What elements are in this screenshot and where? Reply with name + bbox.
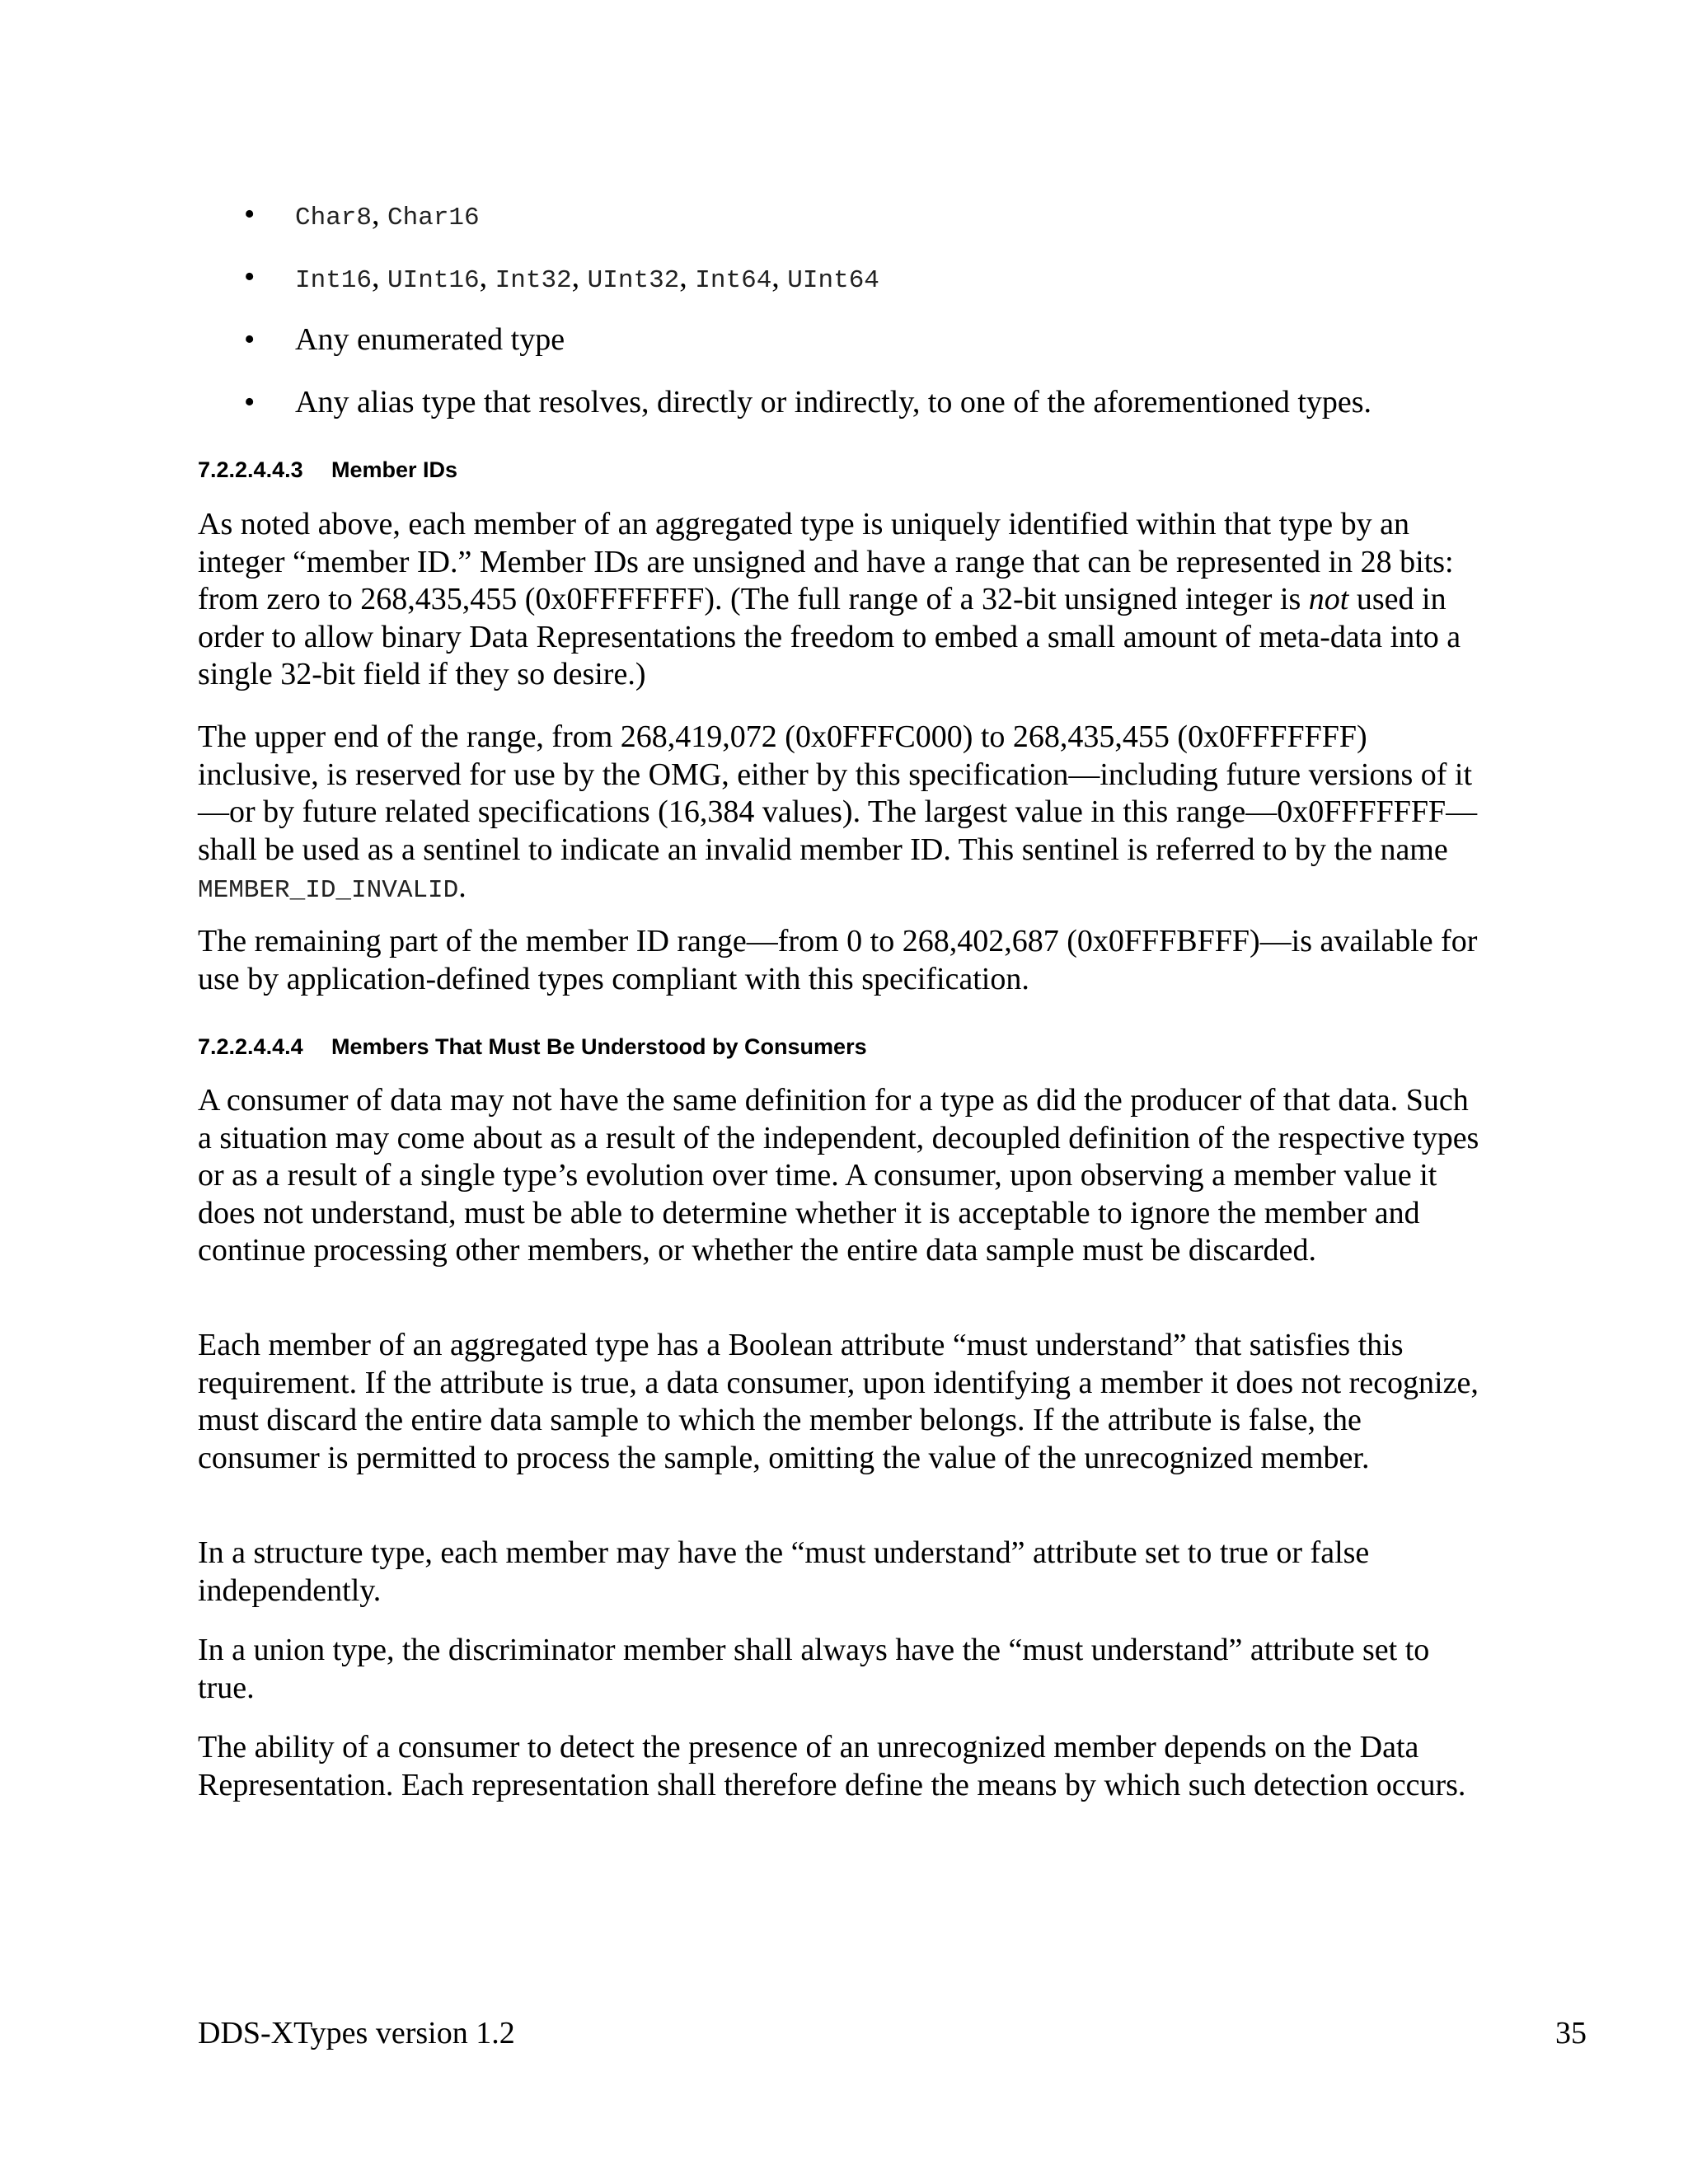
footer-page-number: 35 <box>1555 2016 1587 2050</box>
type-int64: Int64 <box>695 266 772 295</box>
paragraph-structure-type: In a structure type, each member may have the “must understand” attribute set to true or false independently. <box>198 1535 1370 1608</box>
type-uint64: UInt64 <box>787 266 879 295</box>
emphasis-text: not <box>1308 582 1349 616</box>
bullet-alias-type: • Any alias type that resolves, directly or indirectly, to one of the aforementioned types. <box>196 384 1581 420</box>
type-uint16: UInt16 <box>387 266 480 295</box>
paragraph-must-understand-attribute: Each member of an aggregated type has a Boolean attribute “must understand” that satisfies this requirement. If the attribute is true, a data consumer, upon identifying a member it does not recognize, must discard the entire data sample to which the member belongs. If the attribute is false, the consumer is permitted to process the sample, omitting the value of the unrecognized member. <box>198 1328 1479 1475</box>
text: used in order to allow binary Data Representations the freedom to embed a small amount of meta-data into a single 32-bit field if they so desire.) <box>198 582 1461 691</box>
separator: , <box>679 260 696 294</box>
paragraph-consumer-definition: A consumer of data may not have the same definition for a type as did the producer of that data. Such a situation may come about as a result of the independent, decoupled definition of the respective types or as a result of a single type’s evolution over time. A consumer, upon observing a member value it does not understand, must be able to determine whether it is acceptable to ignore the member and continue processing other members, or whether the entire data sample must be discarded. <box>198 1083 1479 1268</box>
section-title: Member IDs <box>331 457 458 482</box>
bullet-char-types <box>196 196 1581 237</box>
footer-document-title: DDS-XTypes version 1.2 <box>198 2016 515 2050</box>
heading-member-ids <box>198 455 1484 485</box>
separator: , <box>479 260 495 294</box>
text: . <box>458 869 467 904</box>
bullet-int-types <box>196 259 1581 299</box>
separator: , <box>372 197 388 232</box>
type-int16: Int16 <box>295 266 373 295</box>
paragraph-reserved-range <box>198 719 1484 910</box>
text: The upper end of the range, from 268,419,072 (0x0FFFC000) to 268,435,455 (0x0FFFFFFF) inclusive, is reserved for use by the OMG, either by this specification—including future versions of it—or by future related specifications (16,384 values). The largest value in this range—0x0FFFFFFF—shall be used as a sentinel to indicate an invalid member ID. This sentinel is referred to by the name <box>198 719 1478 867</box>
paragraph-detection: The ability of a consumer to detect the presence of an unrecognized member depends on the Data Representation. Each representation shall therefore define the means by which such detection occurs. <box>198 1730 1466 1802</box>
heading-must-understand <box>198 1032 1484 1062</box>
section-number: 7.2.2.4.4.4 <box>198 1034 303 1059</box>
section-number: 7.2.2.4.4.3 <box>198 457 303 482</box>
paragraph-union-type: In a union type, the discriminator member shall always have the “must understand” attribute set to true. <box>198 1633 1430 1705</box>
text: As noted above, each member of an aggregated type is uniquely identified within that type by an integer “member ID.” Member IDs are unsigned and have a range that can be represented in 28 bits: from zero to 268,435,455 (0x0FFFFFFF). (The full range of a 32-bit unsigned integer is <box>198 507 1454 616</box>
section-title: Members That Must Be Understood by Consumers <box>331 1034 867 1059</box>
separator: , <box>571 260 588 294</box>
paragraph-member-id-range <box>198 506 1484 694</box>
type-char8: Char8 <box>295 204 373 232</box>
type-int32: Int32 <box>495 266 572 295</box>
paragraph-remaining-range: The remaining part of the member ID range—from 0 to 268,402,687 (0x0FFFBFFF)—is available for use by application-defined types compliant with this specification. <box>198 924 1478 996</box>
separator: , <box>372 260 388 294</box>
type-char16: Char16 <box>387 204 480 232</box>
code-member-id-invalid: MEMBER_ID_INVALID <box>198 876 459 905</box>
separator: , <box>771 260 788 294</box>
bullet-enumerated-type: • Any enumerated type <box>196 321 1581 358</box>
type-uint32: UInt32 <box>587 266 680 295</box>
